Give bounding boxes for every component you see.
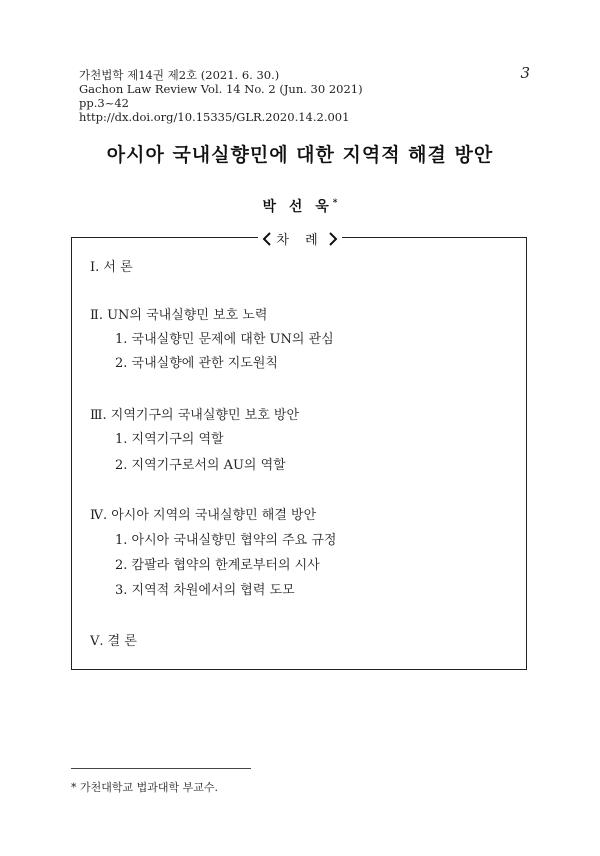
toc-subsection-2-2[interactable]: 2. 국내실향에 관한 지도원칙 xyxy=(115,356,278,371)
toc-section-3[interactable]: Ⅲ. 지역기구의 국내실향민 보호 방안 xyxy=(90,408,300,423)
footnote-divider xyxy=(71,768,251,769)
toc-subsection-3-1[interactable]: 1. 지역기구의 역할 xyxy=(115,432,224,447)
chevron-right-icon xyxy=(328,232,338,246)
journal-english: Gachon Law Review Vol. 14 No. 2 (Jun. 30 2021) xyxy=(79,82,363,96)
chevron-left-icon xyxy=(262,232,272,246)
toc-label-text: 차 례 xyxy=(276,233,324,248)
toc-subsection-4-2[interactable]: 2. 캄팔라 협약의 한계로부터의 시사 xyxy=(115,558,320,573)
journal-header xyxy=(79,68,363,124)
toc-section-4[interactable]: Ⅳ. 아시아 지역의 국내실향민 해결 방안 xyxy=(90,508,317,523)
doi-link[interactable]: http://dx.doi.org/10.15335/GLR.2020.14.2.001 xyxy=(79,110,350,124)
author-name: 박 선 욱 xyxy=(262,199,333,215)
journal-korean: 가천법학 제14권 제2호 (2021. 6. 30.) xyxy=(79,68,280,82)
author-line xyxy=(0,196,600,216)
toc-subsection-2-1[interactable]: 1. 국내실향민 문제에 대한 UN의 관심 xyxy=(115,332,334,347)
toc-section-5[interactable]: Ⅴ. 결 론 xyxy=(90,634,137,649)
page-range: pp.3~42 xyxy=(79,96,129,110)
toc-subsection-4-3[interactable]: 3. 지역적 차원에서의 협력 도모 xyxy=(115,583,295,598)
toc-label xyxy=(0,229,600,250)
article-title: 아시아 국내실향민에 대한 지역적 해결 방안 xyxy=(106,144,494,166)
toc-subsection-3-2[interactable]: 2. 지역기구로서의 AU의 역할 xyxy=(115,458,286,473)
toc-section-1[interactable]: Ⅰ. 서 론 xyxy=(90,260,133,275)
toc-section-2[interactable]: Ⅱ. UN의 국내실향민 보호 노력 xyxy=(90,308,268,323)
toc-subsection-4-1[interactable]: 1. 아시아 국내실향민 협약의 주요 규정 xyxy=(115,533,337,548)
author-footnote-mark: * xyxy=(332,198,338,209)
footnote: * 가천대학교 법과대학 부교수. xyxy=(71,781,218,794)
page-number: 3 xyxy=(520,64,530,82)
